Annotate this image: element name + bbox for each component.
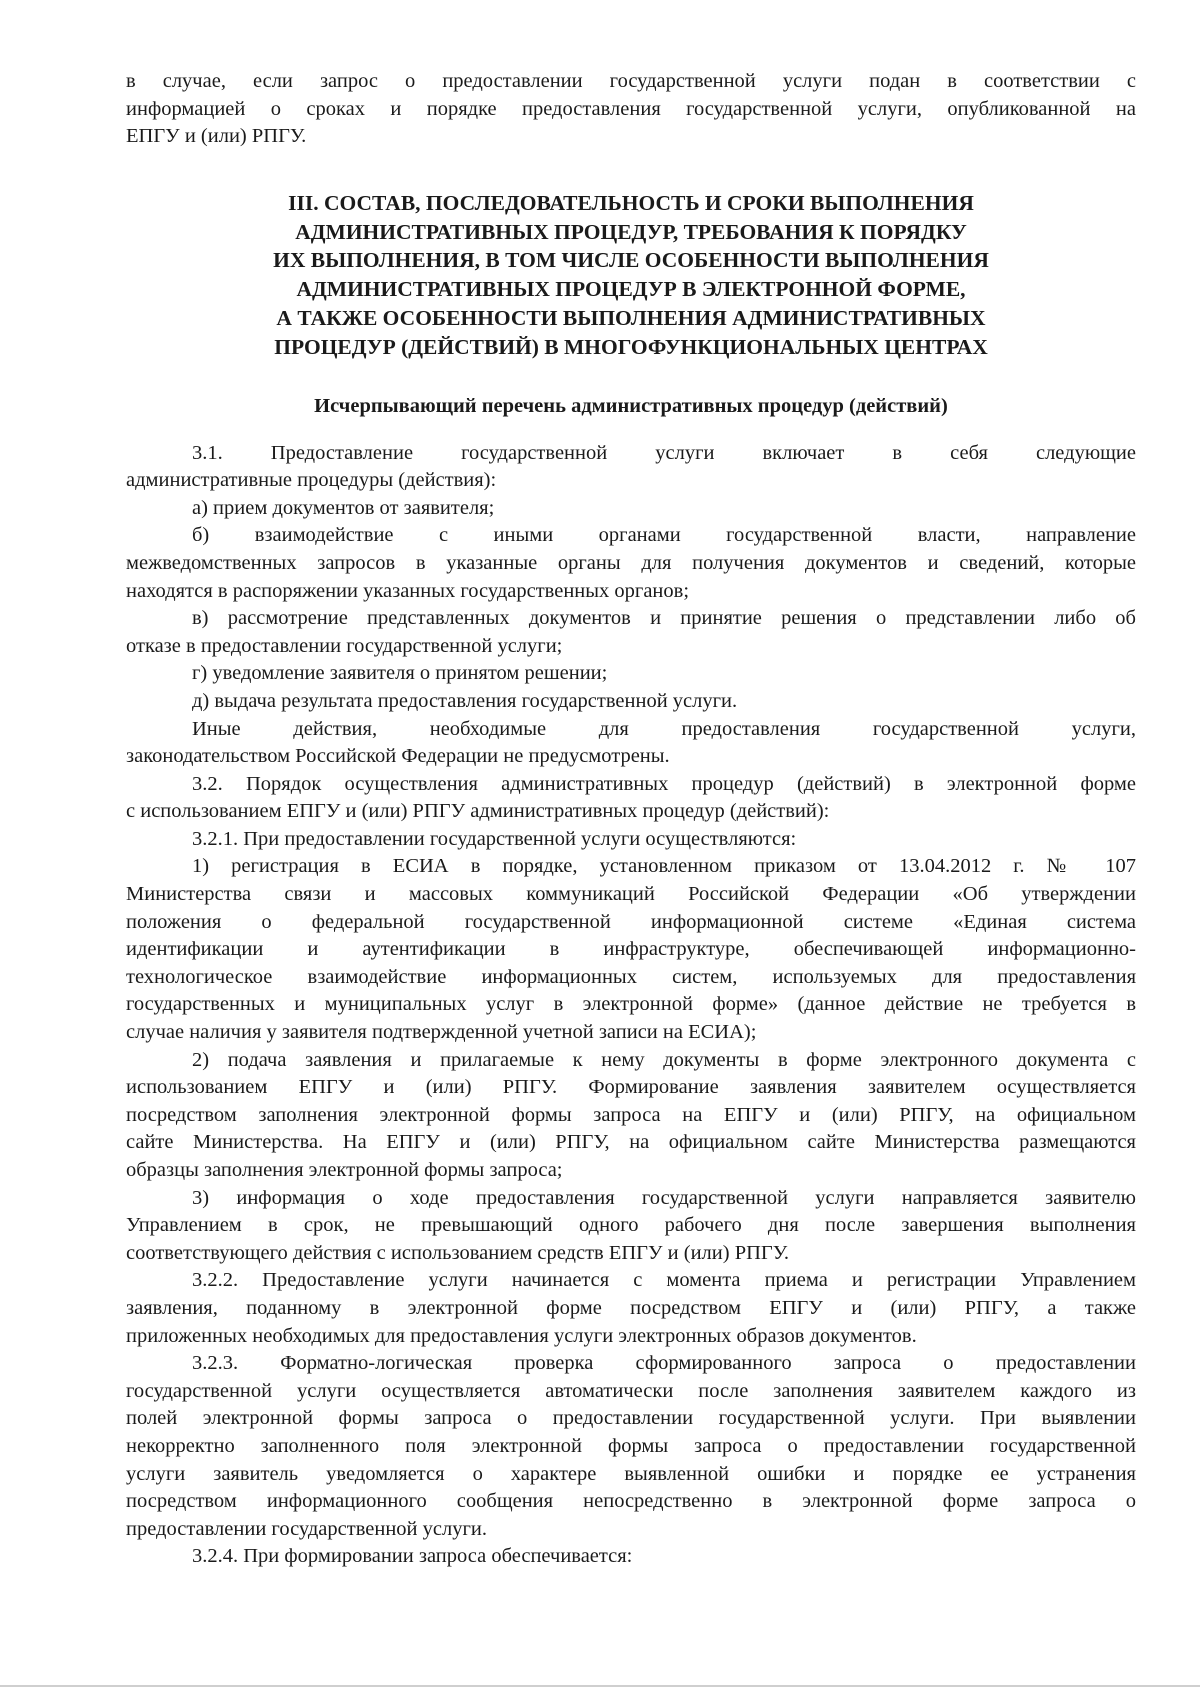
text-line: случае наличия у заявителя подтвержденной учетной записи на ЕСИА);: [126, 1021, 757, 1044]
text-line: законодательством Российской Федерации не предусмотрены.: [126, 745, 670, 768]
text-line: приложенных необходимых для предоставления услуги электронных образов документов.: [126, 1324, 917, 1347]
text-line: 2) подача заявления и прилагаемые к нему документы в форме электронного документа с: [192, 1048, 1136, 1071]
text-line: 3.2.1. При предоставлении государственной услуги осуществляются:: [192, 827, 797, 850]
text-line: 3.2.3. Форматно-логическая проверка сформированного запроса о предоставлении: [192, 1352, 1136, 1375]
text-line: государственных и муниципальных услуг в электронной форме» (данное действие не требуется в: [126, 993, 1136, 1016]
section-heading: [126, 189, 1136, 362]
heading-line: ИХ ВЫПОЛНЕНИЯ, В ТОМ ЧИСЛЕ ОСОБЕННОСТИ ВЫПОЛНЕНИЯ: [273, 248, 989, 273]
text-line: информацией о сроках и порядке предоставления государственной услуги, опубликованной на: [126, 97, 1136, 120]
text-line: 3.2.2. Предоставление услуги начинается с момента приема и регистрации Управлением: [192, 1269, 1136, 1292]
text-line: а) прием документов от заявителя;: [192, 496, 495, 519]
text-line: 3.2. Порядок осуществления административных процедур (действий) в электронной форме: [192, 772, 1136, 795]
text-line: межведомственных запросов в указанные органы для получения документов и сведений, которые: [126, 551, 1136, 574]
text-line: с использованием ЕПГУ и (или) РПГУ административных процедур (действий):: [126, 800, 830, 823]
text-line: 3.2.4. При формировании запроса обеспечивается:: [192, 1545, 633, 1568]
text-line: в случае, если запрос о предоставлении государственной услуги подан в соответствии с: [126, 70, 1136, 92]
text-line: положения о федеральной государственной информационной системе «Единая система: [126, 910, 1136, 933]
text-line: 1) регистрация в ЕСИА в порядке, установленном приказом от 13.04.2012 г. № 107: [192, 855, 1136, 878]
text-line: 3.1. Предоставление государственной услуги включает в себя следующие: [192, 441, 1136, 464]
scan-bottom-edge: [0, 1685, 1200, 1687]
text-line: посредством информационного сообщения непосредственно в электронной форме запроса о: [126, 1490, 1136, 1513]
text-line: образцы заполнения электронной формы запроса;: [126, 1159, 563, 1181]
text-line: д) выдача результата предоставления государственной услуги.: [192, 689, 738, 712]
text-line: идентификации и аутентификации в инфраструктуре, обеспечивающей информационно-: [126, 938, 1136, 961]
text-line: заявления, поданному в электронной форме посредством ЕПГУ и (или) РПГУ, а также: [126, 1296, 1136, 1319]
text-line: государственной услуги осуществляется автоматически после заполнения заявителем каждого из: [126, 1379, 1136, 1402]
text-line: использованием ЕПГУ и (или) РПГУ. Формирование заявления заявителем осуществляется: [126, 1076, 1136, 1099]
text-line: Управлением в срок, не превышающий одного рабочего дня после завершения выполнения: [126, 1214, 1136, 1237]
text-line: предоставлении государственной услуги.: [126, 1517, 487, 1540]
text-line: посредством заполнения электронной формы запроса на ЕПГУ и (или) РПГУ, на официальном: [126, 1103, 1136, 1126]
text-line: сайте Министерства. На ЕПГУ и (или) РПГУ, на официальном сайте Министерства размещаются: [126, 1131, 1136, 1154]
heading-line: III. СОСТАВ, ПОСЛЕДОВАТЕЛЬНОСТЬ И СРОКИ ВЫПОЛНЕНИЯ: [288, 190, 974, 215]
intro-paragraph: [126, 68, 1136, 151]
text-line: технологическое взаимодействие информационных систем, используемых для предоставления: [126, 965, 1136, 988]
text-line: б) взаимодействие с иными органами государственной власти, направление: [192, 524, 1136, 547]
text-line: ЕПГУ и (или) РПГУ.: [126, 125, 307, 148]
document-page: [126, 68, 1136, 1571]
text-line: соответствующего действия с использованием средств ЕПГУ и (или) РПГУ.: [126, 1241, 790, 1264]
text-line: находятся в распоряжении указанных государственных органов;: [126, 579, 690, 602]
heading-line: АДМИНИСТРАТИВНЫХ ПРОЦЕДУР, ТРЕБОВАНИЯ К ПОРЯДКУ: [295, 219, 967, 244]
heading-line: АДМИНИСТРАТИВНЫХ ПРОЦЕДУР В ЭЛЕКТРОННОЙ ФОРМЕ,: [296, 277, 966, 302]
heading-line: ПРОЦЕДУР (ДЕЙСТВИЙ) В МНОГОФУНКЦИОНАЛЬНЫХ ЦЕНТРАХ: [274, 334, 988, 359]
text-line: Иные действия, необходимые для предоставления государственной услуги,: [192, 717, 1136, 740]
text-line: административные процедуры (действия):: [126, 469, 497, 492]
text-line: некорректно заполненного поля электронной формы запроса о предоставлении государственной: [126, 1434, 1136, 1457]
body-text: [126, 440, 1136, 1571]
subsection-heading: Исчерпывающий перечень административных процедур (действий): [314, 394, 948, 417]
heading-line: А ТАКЖЕ ОСОБЕННОСТИ ВЫПОЛНЕНИЯ АДМИНИСТРАТИВНЫХ: [276, 305, 986, 330]
text-line: 3) информация о ходе предоставления государственной услуги направляется заявителю: [192, 1186, 1136, 1209]
text-line: услуги заявитель уведомляется о характере выявленной ошибки и порядке ее устранения: [126, 1462, 1136, 1485]
text-line: полей электронной формы запроса о предоставлении государственной услуги. При выявлении: [126, 1407, 1136, 1430]
text-line: отказе в предоставлении государственной услуги;: [126, 634, 563, 657]
text-line: г) уведомление заявителя о принятом решении;: [192, 662, 608, 685]
text-line: в) рассмотрение представленных документов и принятие решения о представлении либо об: [192, 607, 1136, 630]
text-line: Министерства связи и массовых коммуникаций Российской Федерации «Об утверждении: [126, 883, 1136, 906]
